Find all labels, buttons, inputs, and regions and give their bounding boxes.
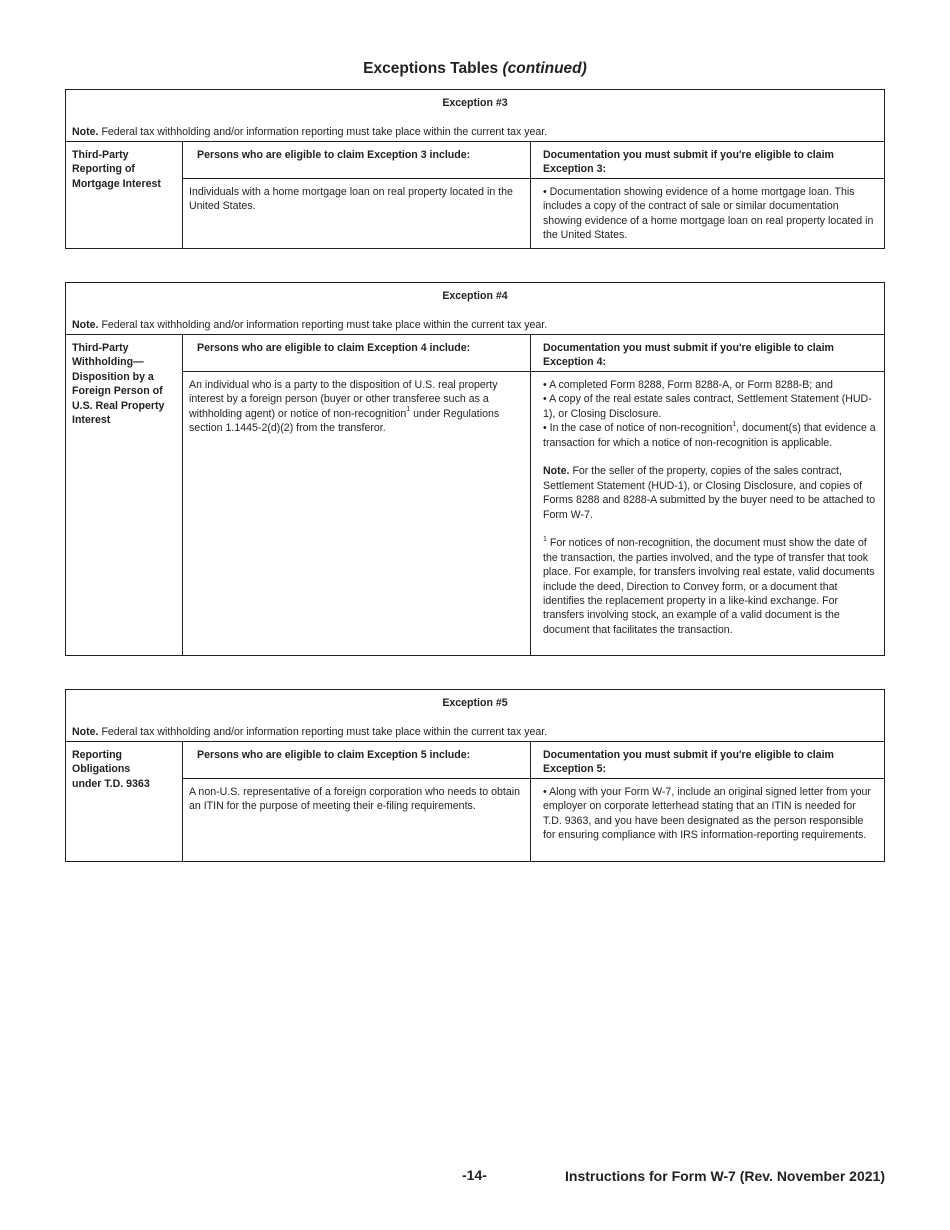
exception-4-body [66, 335, 884, 656]
bullet-3-text-a: • In the case of notice of non-recognition [543, 422, 733, 435]
exception-4-persons-text [183, 372, 530, 442]
exception-3-header [66, 90, 884, 142]
exception-4-table [65, 282, 885, 656]
footnote-text: For notices of non-recognition, the document must show the date of the transaction, the parties involved, and the type of transfer that took place. For example, for transfers involving real estate, valid documents include the deed, Direction to Convey form, or a document that identifies the replacement property in a like-kind exchange. For transfers involving stock, an example of a valid document is the document that facilitates the transaction. [543, 537, 875, 636]
doc-note-label: Note. [543, 465, 570, 478]
spacer [543, 522, 876, 536]
footnote-mark: 1 [543, 535, 547, 543]
page-number: -14- [462, 1167, 487, 1183]
exception-5-note [72, 725, 547, 739]
exception-5-body [66, 742, 884, 862]
note-text: Federal tax withholding and/or information reporting must take place within the current tax year. [101, 725, 548, 738]
exception-5-doc-bullet: • Along with your Form W-7, include an original signed letter from your employer on corporate letterhead stating that an ITIN is needed for T.D. 9363, and you have been designated as the person responsible for ensuring compliance with IRS information-reporting requirements. [543, 786, 871, 842]
exception-5-category: Reporting Obligations under T.D. 9363 [66, 742, 183, 862]
note-label: Note. [72, 318, 99, 331]
exception-4-docs-header: Documentation you must submit if you're eligible to claim Exception 4: [531, 335, 884, 372]
exception-4-doc-bullet-2: • A copy of the real estate sales contract, Settlement Statement (HUD-1), or Closing Disclosure. [543, 393, 872, 420]
note-text: Federal tax withholding and/or information reporting must take place within the current tax year. [101, 318, 548, 331]
exception-3-persons-text: Individuals with a home mortgage loan on real property located in the United States. [189, 186, 513, 213]
exception-4-persons-column [183, 335, 531, 656]
exception-3-docs-body [531, 179, 884, 249]
exception-3-title: Exception #3 [442, 97, 508, 109]
exception-3-persons-column [183, 142, 531, 249]
exception-4-doc-bullet-1: • A completed Form 8288, Form 8288-A, or Form 8288-B; and [543, 379, 833, 391]
exception-4-doc-bullet-3 [543, 421, 876, 450]
exception-3-body [66, 142, 884, 249]
note-text: Federal tax withholding and/or information reporting must take place within the current tax year. [101, 125, 548, 138]
exception-4-docs-body [531, 372, 884, 643]
page-title [0, 60, 950, 78]
spacer [543, 450, 876, 464]
exception-4-header [66, 283, 884, 335]
exception-4-category: Third-Party Withholding— Disposition by a Foreign Person of U.S. Real Property Interest [66, 335, 183, 656]
exception-3-note [72, 125, 547, 139]
footer-form-title: Instructions for Form W-7 (Rev. November 2021) [565, 1168, 885, 1184]
note-label: Note. [72, 725, 99, 738]
exception-5-title: Exception #5 [442, 697, 508, 709]
exception-5-docs-body [531, 779, 884, 849]
exception-3-docs-column [531, 142, 884, 249]
note-label: Note. [72, 125, 99, 138]
exception-3-category: Third-Party Reporting of Mortgage Interest [66, 142, 183, 249]
exception-4-note [72, 318, 547, 332]
exception-5-header [66, 690, 884, 742]
page-title-main: Exceptions Tables [363, 60, 499, 77]
exception-4-docs-column [531, 335, 884, 656]
footnote-ref: 1 [406, 406, 411, 414]
exception-3-persons-header: Persons who are eligible to claim Exception 3 include: [183, 142, 530, 179]
exception-5-docs-header: Documentation you must submit if you're eligible to claim Exception 5: [531, 742, 884, 779]
exception-5-persons-text: A non-U.S. representative of a foreign corporation who needs to obtain an ITIN for the purpose of meeting their e-filing requirements. [189, 786, 520, 813]
exception-4-persons-header: Persons who are eligible to claim Exception 4 include: [183, 335, 530, 372]
persons-text-b: under Regulations section 1.1445-2(d)(2) from the transferor. [189, 407, 500, 435]
exception-4-doc-note [543, 464, 876, 522]
exception-5-persons-header: Persons who are eligible to claim Exception 5 include: [183, 742, 530, 779]
exception-5-table [65, 689, 885, 862]
exception-4-footnote [543, 536, 876, 637]
page-title-continued: (continued) [502, 60, 587, 77]
exception-3-docs-header: Documentation you must submit if you're eligible to claim Exception 3: [531, 142, 884, 179]
doc-note-text: For the seller of the property, copies of the sales contract, Settlement Statement (HUD-1), or Closing Disclosure, and copies of Forms 8288 and 8288-A submitted by the buyer need to be attached to Form W-7. [543, 465, 876, 521]
footnote-ref: 1 [732, 420, 737, 428]
persons-text-a: An individual who is a party to the disposition of U.S. real property interest by a foreign person (buyer or other transferee such as a withholding agent) or notice of non-recognition [189, 379, 498, 420]
bullet-3-text-b: , document(s) that evidence a transaction for which a notice of non-recognition is applicable. [543, 422, 876, 449]
exception-3-doc-bullet: • Documentation showing evidence of a home mortgage loan. This includes a copy of the contract of sale or similar documentation showing evidence of a home mortgage loan on real property located in the United States. [543, 186, 874, 242]
exception-5-docs-column [531, 742, 884, 862]
exception-4-title: Exception #4 [442, 290, 508, 302]
exception-3-table [65, 89, 885, 249]
exception-5-persons-column [183, 742, 531, 862]
